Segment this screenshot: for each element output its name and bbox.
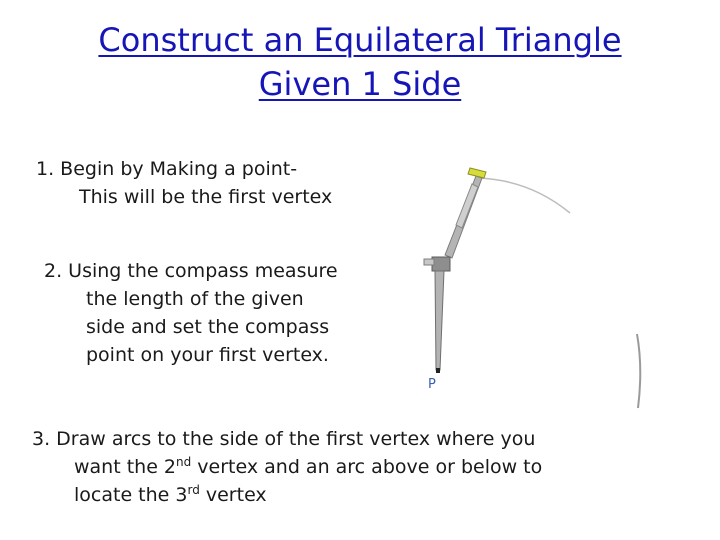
point-label: P <box>428 377 436 392</box>
step-3-line-2 <box>32 453 542 481</box>
slide-title <box>0 18 720 106</box>
compass-needle-tip <box>436 368 440 373</box>
compass-handle <box>424 259 434 265</box>
compass-hinge <box>432 257 450 271</box>
step-2-line-3: side and set the compass <box>86 316 330 338</box>
step-2-line-1: 2. Using the compass measure <box>44 260 338 282</box>
step-2-line-4: point on your first vertex. <box>86 344 329 366</box>
step-3-line-3a: locate the 3 <box>74 484 188 506</box>
title-line-1: Construct an Equilateral Triangle <box>98 21 622 59</box>
step-3 <box>32 425 542 509</box>
step-3-line-3 <box>32 481 542 509</box>
right-arc <box>637 334 640 408</box>
upper-arc <box>478 178 570 213</box>
step-1-line-2: This will be the first vertex <box>79 186 333 208</box>
step-2 <box>44 257 338 369</box>
step-3-line-1: 3. Draw arcs to the side of the first vertex where you <box>32 428 536 450</box>
step-1 <box>36 155 332 211</box>
compass-needle-leg <box>435 271 444 370</box>
step-3-line-2b: vertex and an arc above or below to <box>191 456 543 478</box>
step-3-sup-nd: nd <box>176 455 192 469</box>
step-3-line-2a: want the 2 <box>74 456 177 478</box>
step-1-line-1: 1. Begin by Making a point- <box>36 158 298 180</box>
step-2-line-2: the length of the given <box>86 288 304 310</box>
step-3-line-3b: vertex <box>199 484 267 506</box>
compass-pencil-sleeve <box>456 184 478 228</box>
compass-illustration <box>410 158 655 413</box>
title-line-2: Given 1 Side <box>258 65 462 103</box>
step-3-sup-rd: rd <box>187 483 200 497</box>
pencil-tip <box>468 168 486 178</box>
